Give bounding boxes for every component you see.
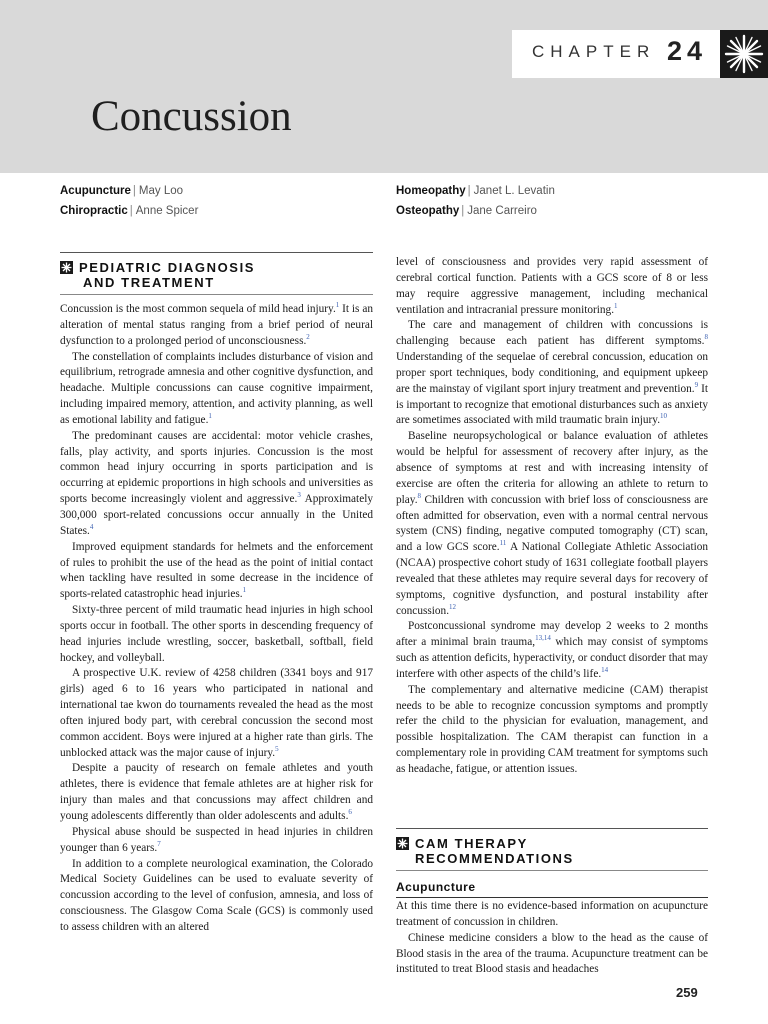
paragraph: level of consciousness and provides very rapid assessment of cerebral cortical function. Patients with a GCS score of 8 or less may require aggressive management, including mechanical ventilation and intracranial pressure monitoring.$^1$ [396, 256, 708, 316]
right-column [396, 255, 708, 778]
paragraph: Sixty-three percent of mild traumatic head injuries in high school sports occur in football. The other sports in descending frequency of head injuries include wrestling, soccer, basketball, softball, field hockey, and volleyball. [60, 604, 373, 664]
author-entry: Homeopathy | Janet L. Levatin [396, 185, 555, 197]
paragraph: Despite a paucity of research on female athletes and youth athletes, there is evidence that female athletes are at higher risk for injury than males and that concussions may affect children and young adolescents differently than older adolescents and adults.$^6$ [60, 762, 373, 822]
section-title-line: RECOMMENDATIONS [415, 851, 574, 866]
author-entry: Chiropractic | Anne Spicer [60, 205, 199, 217]
page-number: 259 [676, 985, 698, 1000]
paragraph: Improved equipment standards for helmets and the enforcement of rules to prohibit the use of the head as the point of initial contact when tackling have resulted in some decrease in the incidence of sports-related catastrophic head injuries.$^1$ [60, 540, 373, 601]
authors-right [396, 181, 555, 221]
paragraph: The constellation of complaints includes disturbance of vision and equilibrium, retrograde amnesia and other cognitive dysfunction, and headache. Multiple concussions can cause cognitive impairment, including impaired memory, attention, and activity planning, as well as emotional lability and fatigue.$^1$ [60, 350, 373, 426]
chapter-title: Concussion [91, 93, 292, 140]
starburst-icon [60, 261, 73, 274]
author-entry: Osteopathy | Jane Carreiro [396, 205, 537, 217]
paragraph: A prospective U.K. review of 4258 children (3341 boys and 917 girls) aged 6 to 16 years who participated in national and international tae kwon do tournaments revealed the head as the most often injured body part, with cerebral concussion the second most common accident. Boys were injured at a higher rate than girls. The unblocked attack was the major cause of injury.$^5$ [60, 667, 373, 759]
author-name: Jane Carreiro [467, 205, 537, 217]
section-rule [60, 294, 373, 295]
paragraph: In addition to a complete neurological examination, the Colorado Medical Society Guidelines can be used to evaluate severity of concussion according to the level of confusion, amnesia, and loss of consciousness. The Glasgow Coma Scale (GCS) is commonly used to assess children with an altered [60, 857, 373, 933]
author-name: Anne Spicer [135, 205, 199, 217]
paragraph: The complementary and alternative medicine (CAM) therapist needs to be able to recognize concussion symptoms and promptly refer the child to the physician for evaluation, management, and possible hospitalization. The CAM therapist can function in a complementary role in providing CAM treatment for symptoms such as headache, fatigue, or attention issues. [396, 683, 708, 775]
author-name: Janet L. Levatin [473, 185, 555, 197]
subheading-acupuncture: Acupuncture [396, 880, 476, 894]
section-title-line: CAM THERAPY [415, 836, 528, 851]
author-discipline: Acupuncture [60, 185, 131, 197]
author-discipline: Osteopathy [396, 205, 460, 217]
paragraph: The predominant causes are accidental: motor vehicle crashes, falls, play activity, and sports injuries. Concussion is the most common head injury occurring in sports participation and is occurring at epidemic proportions in high schools and universities as sports become increasingly violent and aggressive.$^3$ Approximately 300,000 sport-related concussions occur annually in the United States.$^4$ [60, 429, 373, 537]
section-heading-pediatric [60, 260, 255, 290]
acupuncture-text [396, 899, 708, 978]
author-name: May Loo [138, 185, 184, 197]
paragraph: The care and management of children with concussions is challenging because each patient has different symptoms.$^8$ Understanding of the sequelae of cerebral concussion, education on proper sport techniques, body conditioning, and equipment upkeep are the mainstay of vigilant sport injury treatment and prevention.$^9$ It is important to recognize that emotional disturbances such as anxiety are sometimes associated with mild traumatic brain injury.$^{10}$ [396, 319, 708, 427]
chapter-header [0, 0, 768, 173]
paragraph: Chinese medicine considers a blow to the head as the cause of Blood stasis in the area of the trauma. Acupuncture treatment can be instituted to treat Blood stasis and headaches [396, 931, 708, 976]
author-discipline: Chiropractic [60, 205, 128, 217]
subheading-rule [396, 897, 708, 898]
paragraph: Postconcussional syndrome may develop 2 weeks to 2 months after a minimal brain trauma,$^{13,14}$ which may consist of symptoms such as attention deficits, hyperactivity, or conduct disorder that may interfere with other aspects of the child’s life.$^{14}$ [396, 620, 708, 680]
left-column [60, 302, 373, 936]
author-discipline: Homeopathy [396, 185, 466, 197]
chapter-label: CHAPTER [532, 42, 656, 61]
author-entry: Acupuncture | May Loo [60, 185, 184, 197]
authors-left [60, 181, 198, 221]
starburst-icon [396, 837, 409, 850]
paragraph: Concussion is the most common sequela of mild head injury.$^1$ It is an alteration of mental status ranging from a brief period of neural dysfunction to a prolonged period of unconsciousness.$^2$ [60, 301, 373, 347]
section-title-line: PEDIATRIC DIAGNOSIS [79, 260, 256, 275]
section-rule [60, 252, 373, 253]
section-rule [396, 828, 708, 829]
paragraph: At this time there is no evidence-based information on acupuncture treatment of concussion in children. [396, 900, 708, 928]
section-heading-cam [396, 836, 574, 866]
section-title-line: AND TREATMENT [83, 275, 215, 290]
starburst-icon [720, 30, 768, 78]
paragraph: Physical abuse should be suspected in head injuries in children younger than 6 years.$^7$ [60, 825, 373, 854]
section-rule [396, 870, 708, 871]
chapter-number: 24 [667, 36, 708, 66]
paragraph: Baseline neuropsychological or balance evaluation of athletes would be helpful for assessment of recovery after injury, as the absence of symptoms at rest and with increasing intensity of exercise are often the criteria for allowing an athlete to return to play.$^8$ Children with concussion with brief loss of consciousness are often admitted for observation, even with a normal central nervous system (CNS) finding, negative computed tomography (CT) scan, and a low GCS score.$^{11}$ A National Collegiate Athletic Association (NCAA) prospective cohort study of 1631 collegiate football players revealed that these athletes may require several days for recovery of symptoms, cognitive dysfunction, and postural instability after concussion.$^{12}$ [396, 430, 709, 617]
